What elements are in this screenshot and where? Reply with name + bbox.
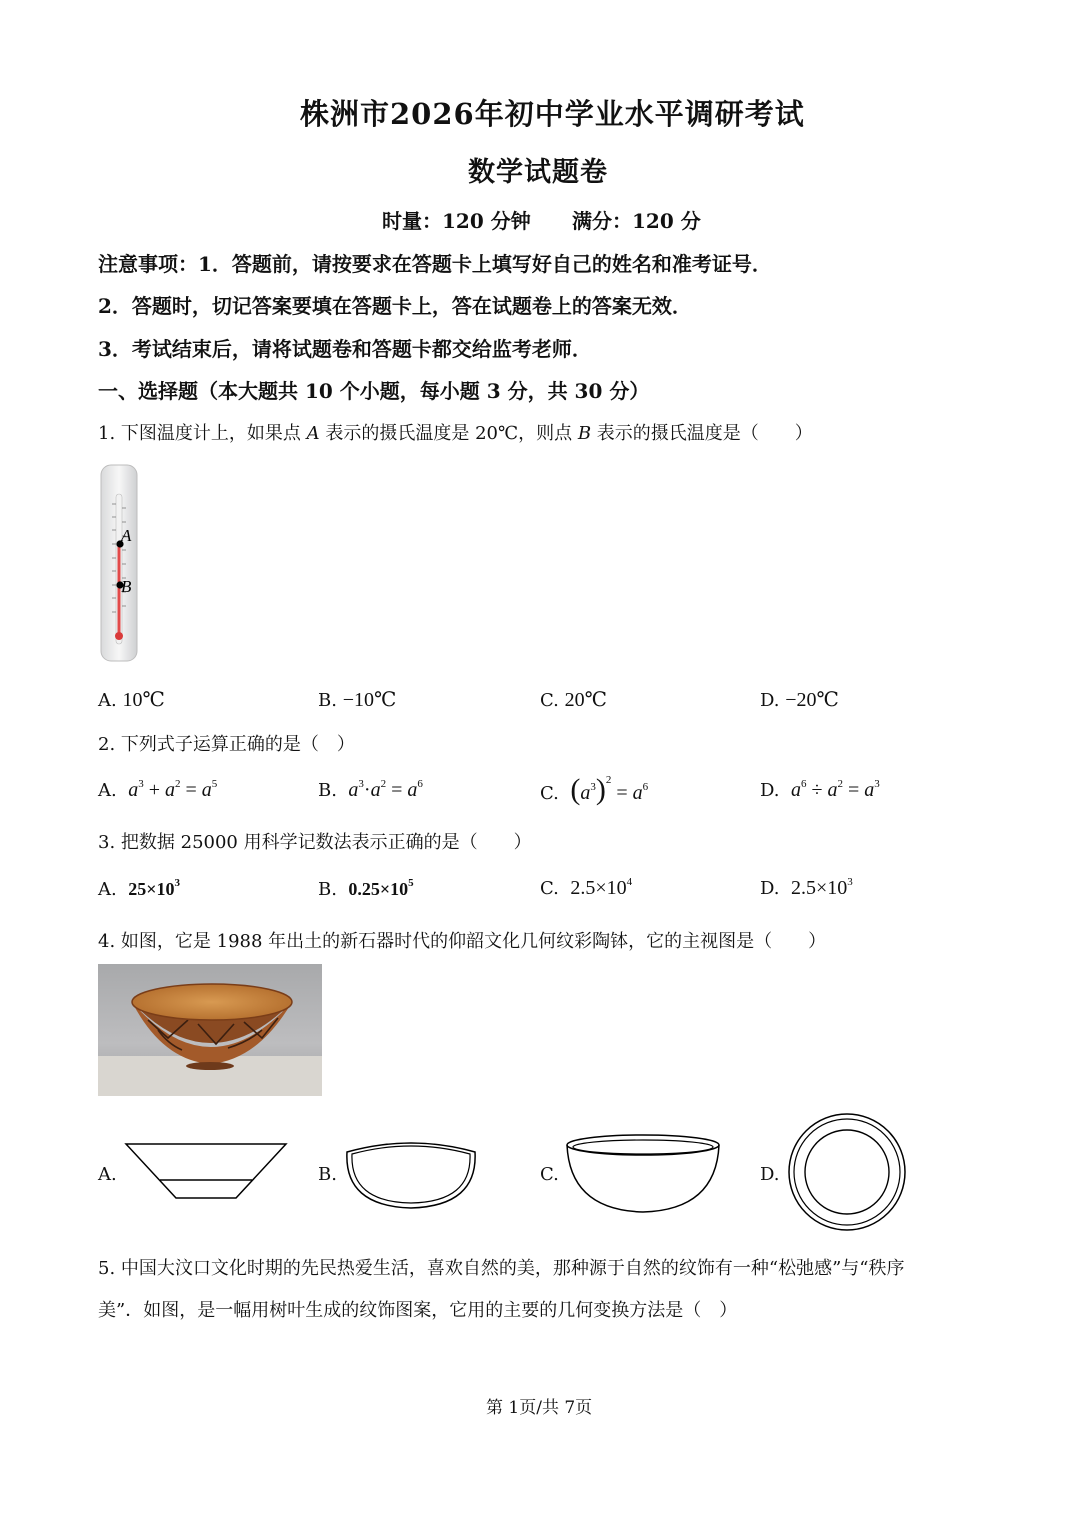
q3-option-d: D. $2.5\times 10^3$ xyxy=(760,876,853,899)
exam-title: 株洲市2026年初中学业水平调研考试 xyxy=(300,97,805,131)
q4-option-c-label: C. xyxy=(540,1164,559,1185)
q4-option-d-label: D. xyxy=(760,1164,780,1185)
time-limit: 时量：120 分钟 xyxy=(382,209,531,233)
note-1: 注意事项：1．答题前，请按要求在答题卡上填写好自己的姓名和准考证号． xyxy=(98,252,772,276)
q1-option-b: B. −10℃ xyxy=(318,689,397,711)
q4-option-a-label: A. xyxy=(98,1164,117,1185)
q2-option-d: D. $a^6 \div a^2 = a^3$ xyxy=(760,778,880,801)
q4-option-c-shape xyxy=(564,1132,722,1214)
q2-option-a: A. $a^3 + a^2 = a^5$ xyxy=(98,778,218,801)
thermo-point-b-label: B xyxy=(121,577,132,596)
q1-option-c: C. 20℃ xyxy=(540,689,607,711)
question-2-stem: 2. 下列式子运算正确的是（ ） xyxy=(98,734,355,755)
q4-option-b-label: B. xyxy=(318,1164,337,1185)
q1-option-d: D. −20℃ xyxy=(760,689,839,711)
paper-subtitle: 数学试题卷 xyxy=(468,157,608,188)
page-number: 第 1页/共 7页 xyxy=(486,1398,593,1418)
q4-option-a-shape xyxy=(124,1142,288,1202)
thermo-point-a-label: A xyxy=(121,526,132,545)
question-5-line-1: 5. 中国大汶口文化时期的先民热爱生活，喜欢自然的美，那种源于自然的纹饰有一种“松弛感”与“秩序 xyxy=(98,1258,905,1279)
note-3: 3．考试结束后，请将试题卷和答题卡都交给监考老师． xyxy=(98,337,592,361)
question-5-line-2: 美”．如图，是一幅用树叶生成的纹饰图案，它用的主要的几何变换方法是（ ） xyxy=(98,1300,738,1321)
note-2: 2．答题时，切记答案要填在答题卡上，答在试题卷上的答案无效． xyxy=(98,294,692,318)
q3-option-a: A. $25\times 10^3$ xyxy=(98,877,180,900)
full-score: 满分：120 分 xyxy=(572,209,701,233)
q1-option-a: A. 10℃ xyxy=(98,689,165,711)
q2-option-c: C. $(a^3)^2 = a^6$ xyxy=(540,773,649,806)
q2-option-b: B. $a^3\cdot a^2 = a^6$ xyxy=(318,778,423,801)
q4-option-b-shape xyxy=(344,1136,478,1210)
question-1-stem: 1. 下图温度计上，如果点 A 表示的摄氏温度是 20℃，则点 B 表示的摄氏温度是（ ） xyxy=(98,423,813,444)
question-4-stem: 4. 如图，它是 1988 年出土的新石器时代的仰韶文化几何纹彩陶钵，它的主视图是（ ） xyxy=(98,931,827,952)
pottery-bowl-photo xyxy=(98,964,322,1096)
question-3-stem: 3. 把数据 25000 用科学记数法表示正确的是（ ） xyxy=(98,832,532,853)
q3-option-b: B. $0.25\times 10^5$ xyxy=(318,877,414,900)
q3-option-c: C. $2.5\times 10^4$ xyxy=(540,876,633,899)
q4-option-d-shape xyxy=(786,1112,908,1232)
thermometer-figure xyxy=(100,464,138,662)
section-heading: 一、选择题（本大题共 10 个小题，每小题 3 分，共 30 分） xyxy=(98,379,650,403)
